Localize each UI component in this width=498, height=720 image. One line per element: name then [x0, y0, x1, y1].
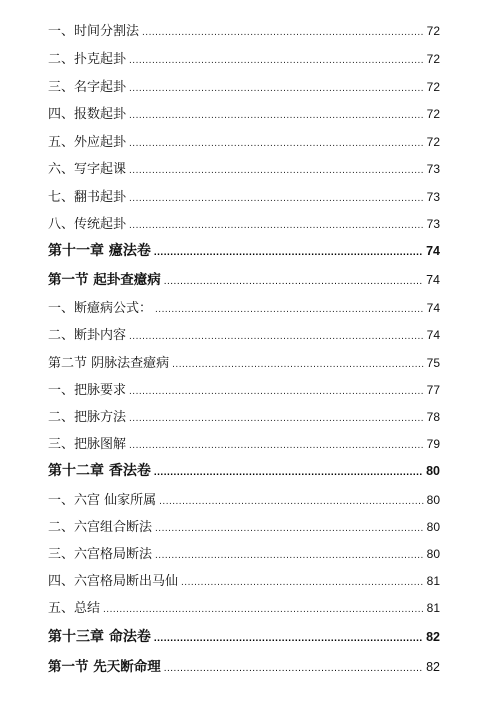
toc-entry[interactable] [48, 186, 440, 205]
dot-leader [154, 247, 423, 258]
toc-entry[interactable] [48, 433, 440, 452]
toc-entry-page: 79 [426, 437, 440, 451]
toc-entry-page: 77 [426, 383, 440, 397]
dot-leader [129, 110, 424, 121]
toc-entry-page: 72 [426, 135, 440, 149]
toc-entry-page: 72 [426, 80, 440, 94]
toc-entry-page: 73 [426, 217, 440, 231]
toc-entry-page: 80 [426, 547, 440, 561]
toc-entry-page: 73 [426, 162, 440, 176]
toc-entry-title: 第十一章 癔法卷 [48, 243, 151, 259]
dot-leader [154, 633, 423, 644]
toc-entry[interactable] [48, 379, 440, 398]
toc-entry-page: 81 [426, 574, 440, 588]
toc-entry-title: 第二节 阴脉法查癔病 [48, 356, 170, 371]
dot-leader [159, 496, 424, 507]
dot-leader [129, 55, 424, 66]
dot-leader [155, 304, 424, 315]
dot-leader [172, 359, 424, 370]
toc-entry-page: 80 [426, 464, 440, 478]
toc-entry[interactable] [48, 570, 440, 589]
dot-leader [155, 523, 424, 534]
toc-entry-title: 八、传统起卦 [48, 217, 127, 232]
toc-entry-page: 72 [426, 24, 440, 38]
toc-entry[interactable] [48, 103, 440, 122]
dot-leader [164, 663, 423, 674]
toc-chapter-entry[interactable] [48, 626, 440, 646]
toc-entry-title: 一、把脉要求 [48, 383, 127, 398]
toc-entry-title: 一、六宫 仙家所属 [48, 493, 157, 508]
toc-entry-title: 三、六宫格局断法 [48, 547, 153, 562]
toc-entry-page: 73 [426, 190, 440, 204]
toc-entry-page: 74 [426, 273, 440, 287]
toc-entry-title: 二、六宫组合断法 [48, 520, 153, 535]
toc-entry-title: 一、时间分割法 [48, 24, 140, 39]
dot-leader [154, 467, 423, 478]
toc-entry-title: 三、名字起卦 [48, 80, 127, 95]
dot-leader [129, 193, 424, 204]
dot-leader [142, 27, 424, 38]
toc-entry-page: 72 [426, 52, 440, 66]
dot-leader [164, 276, 423, 287]
toc-entry-page: 80 [426, 520, 440, 534]
toc-entry-page: 82 [426, 660, 440, 674]
dot-leader [129, 220, 424, 231]
toc-section-entry[interactable] [48, 655, 440, 675]
toc-entry[interactable] [48, 597, 440, 616]
toc-entry[interactable] [48, 76, 440, 95]
toc-entry-title: 第一节 起卦查癔病 [48, 272, 161, 288]
toc-entry-page: 82 [426, 630, 440, 644]
toc-chapter-entry[interactable] [48, 240, 440, 260]
dot-leader [129, 440, 424, 451]
toc-entry-title: 五、总结 [48, 601, 101, 616]
toc-entry-page: 75 [426, 356, 440, 370]
toc-entry-title: 第十二章 香法卷 [48, 463, 151, 479]
dot-leader [129, 138, 424, 149]
toc-entry-title: 三、把脉图解 [48, 437, 127, 452]
toc-entry-title: 六、写字起课 [48, 162, 127, 177]
toc-entry[interactable] [48, 20, 440, 39]
toc-entry[interactable] [48, 48, 440, 67]
toc-entry[interactable] [48, 406, 440, 425]
toc-entry-title: 二、把脉方法 [48, 410, 127, 425]
dot-leader [129, 83, 424, 94]
dot-leader [129, 413, 424, 424]
toc-section-entry[interactable] [48, 268, 440, 288]
dot-leader [181, 577, 424, 588]
toc-entry-title: 一、断癔病公式： [48, 301, 153, 316]
toc-entry-title: 第十三章 命法卷 [48, 629, 151, 645]
toc-entry-title: 第一节 先天断命理 [48, 659, 161, 675]
toc-entry[interactable] [48, 213, 440, 232]
toc-entry-title: 七、翻书起卦 [48, 190, 127, 205]
toc-entry-page: 74 [426, 301, 440, 315]
toc-entry[interactable] [48, 516, 440, 535]
toc-chapter-entry[interactable] [48, 460, 440, 480]
toc-entry-page: 74 [426, 244, 440, 258]
toc-entry-title: 四、报数起卦 [48, 107, 127, 122]
toc-entry[interactable] [48, 324, 440, 343]
toc-entry[interactable] [48, 158, 440, 177]
toc-entry[interactable] [48, 489, 440, 508]
toc-entry-title: 二、断卦内容 [48, 328, 127, 343]
dot-leader [129, 165, 424, 176]
toc-entry-title: 五、外应起卦 [48, 135, 127, 150]
toc-entry[interactable] [48, 297, 440, 316]
toc-entry-title: 二、扑克起卦 [48, 52, 127, 67]
toc-entry-page: 72 [426, 107, 440, 121]
toc-entry-page: 81 [426, 601, 440, 615]
toc-entry[interactable] [48, 131, 440, 150]
toc-entry-page: 78 [426, 410, 440, 424]
toc-entry-page: 80 [426, 493, 440, 507]
toc-entry-title: 四、六宫格局断出马仙 [48, 574, 179, 589]
dot-leader [155, 550, 424, 561]
dot-leader [103, 604, 424, 615]
dot-leader [129, 331, 424, 342]
dot-leader [129, 386, 424, 397]
toc-entry[interactable] [48, 543, 440, 562]
toc-section-entry[interactable] [48, 352, 440, 371]
toc-entry-page: 74 [426, 328, 440, 342]
